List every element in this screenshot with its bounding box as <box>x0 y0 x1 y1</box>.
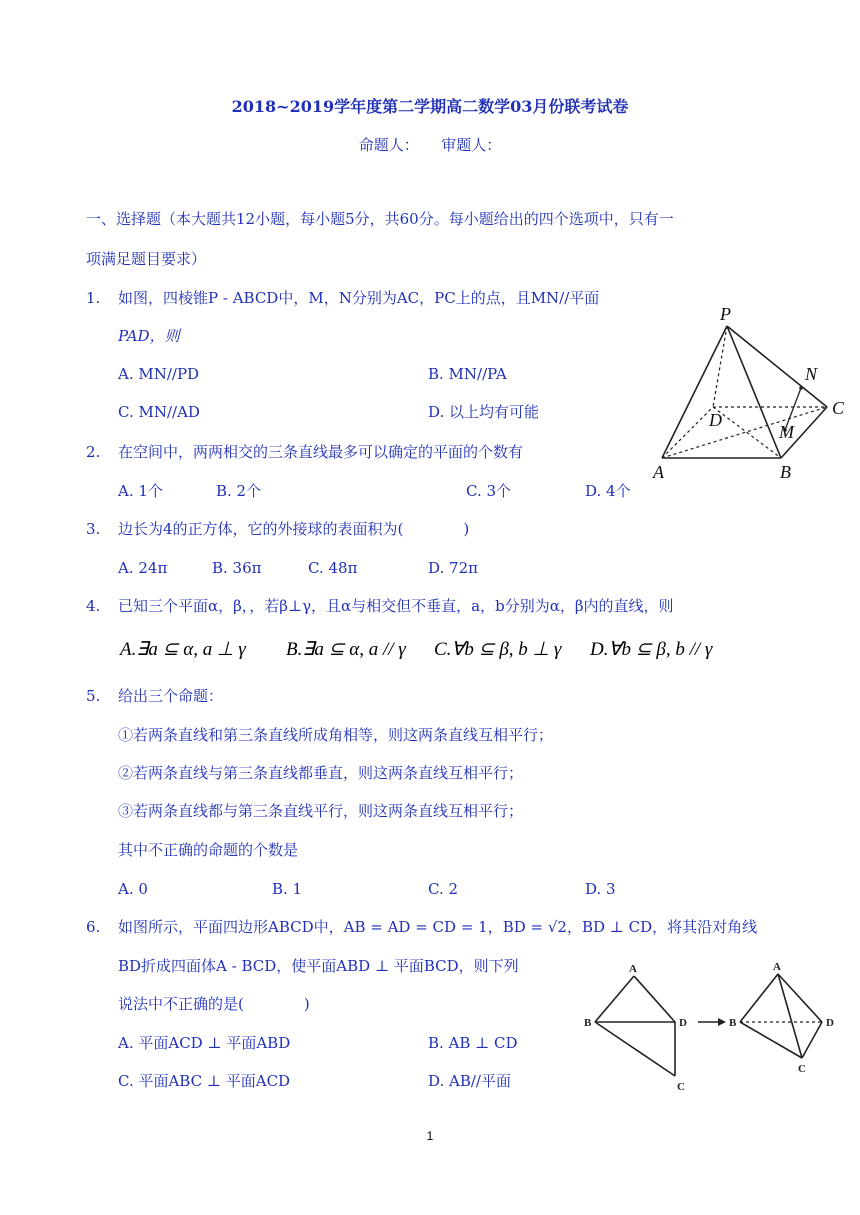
q2-option-a: A. 1个 <box>118 482 163 500</box>
label-b: B <box>780 462 791 482</box>
q5-question: 其中不正确的命题的个数是 <box>118 841 299 859</box>
page-number: 1 <box>426 1129 434 1143</box>
q3-option-c: C. 48π <box>308 559 358 577</box>
q6-number: 6. <box>86 918 101 936</box>
edge-ab-right <box>740 974 778 1022</box>
label-c-left: C <box>677 1081 685 1093</box>
pyramid-figure <box>645 300 855 485</box>
q6-option-d: D. AB//平面 <box>428 1072 511 1090</box>
q4-stem: 已知三个平面α，β，，若β⊥γ，且α与相交但不垂直，a，b分别为α，β内的直线，则 <box>118 597 674 615</box>
label-c-right: C <box>798 1063 806 1075</box>
q6-stem-line2: BD折成四面体A - BCD，使平面ABD ⊥ 平面BCD，则下列 <box>118 957 519 975</box>
q1-option-b: B. MN//PA <box>428 365 507 383</box>
section-heading-line1: 一、选择题（本大题共12小题，每小题5分，共60分。每小题给出的四个选项中，只有一 <box>86 210 674 228</box>
edge-bc-left <box>595 1022 675 1076</box>
q3-option-b: B. 36π <box>212 559 262 577</box>
q3-number: 3. <box>86 520 101 538</box>
q1-number: 1. <box>86 289 101 307</box>
q1-option-a: A. MN//PD <box>118 365 200 383</box>
page-title: 2018~2019学年度第二学期高二数学03月份联考试卷 <box>231 97 629 116</box>
label-b-left: B <box>584 1017 592 1029</box>
edge-pa <box>662 326 727 458</box>
q6-stem-line1: 如图所示，平面四边形ABCD中，AB = AD = CD = 1，BD = √2，BD ⊥ CD，将其沿对角线 <box>118 918 758 936</box>
q2-number: 2. <box>86 443 101 461</box>
point-n <box>799 386 803 390</box>
q3-stem: 边长为4的正方体，它的外接球的表面积为( ) <box>118 520 470 538</box>
label-d: D <box>709 410 722 430</box>
label-c: C <box>832 398 845 418</box>
q4-option-d: D.∀b ⊆ β, b // γ <box>590 639 713 660</box>
q6-stem-line3: 说法中不正确的是( ) <box>118 995 310 1013</box>
q4-number: 4. <box>86 597 101 615</box>
label-a-right: A <box>773 961 781 973</box>
q5-proposition-2: ②若两条直线与第三条直线都垂直，则这两条直线互相平行； <box>118 764 524 782</box>
q5-number: 5. <box>86 687 101 705</box>
q2-option-c: C. 3个 <box>466 482 512 500</box>
q5-stem: 给出三个命题： <box>118 687 224 705</box>
q6-option-a: A. 平面ACD ⊥ 平面ABD <box>118 1034 291 1052</box>
edge-pd <box>713 326 727 407</box>
q5-option-a: A. 0 <box>118 880 148 898</box>
label-n: N <box>805 364 818 384</box>
q4-option-a: A.∃a ⊆ α, a ⊥ γ <box>120 639 246 660</box>
label-m: M <box>779 422 794 442</box>
label-d-right: D <box>826 1017 834 1029</box>
q2-stem: 在空间中，两两相交的三条直线最多可以确定的平面的个数有 <box>118 443 524 461</box>
section-heading-line2: 项满足题目要求） <box>86 250 207 268</box>
edge-ab-left <box>595 976 634 1022</box>
q1-stem-line1: 如图，四棱锥P - ABCD中，M，N分别为AC，PC上的点，且MN//平面 <box>118 289 600 307</box>
arrow-head <box>718 1018 726 1026</box>
q4-option-c: C.∀b ⊆ β, b ⊥ γ <box>434 639 562 660</box>
q5-option-d: D. 3 <box>585 880 616 898</box>
q1-option-c: C. MN//AD <box>118 403 200 421</box>
q1-stem-line2: PAD，则 <box>118 327 180 345</box>
q6-option-c: C. 平面ABC ⊥ 平面ACD <box>118 1072 291 1090</box>
label-a-left: A <box>629 963 637 975</box>
authors-line: 命题人： 审题人： <box>358 136 502 154</box>
q2-option-d: D. 4个 <box>585 482 631 500</box>
label-d-left: D <box>679 1017 687 1029</box>
diag-ac <box>662 407 827 458</box>
edge-ad-left <box>634 976 675 1022</box>
q5-proposition-3: ③若两条直线都与第三条直线平行，则这两条直线互相平行； <box>118 802 524 820</box>
label-b-right: B <box>729 1017 737 1029</box>
q5-option-c: C. 2 <box>428 880 459 898</box>
q3-option-d: D. 72π <box>428 559 478 577</box>
q1-option-d: D. 以上均有可能 <box>428 403 540 421</box>
q5-option-b: B. 1 <box>272 880 303 898</box>
label-p: P <box>720 304 731 324</box>
edge-pb <box>727 326 781 458</box>
q2-option-b: B. 2个 <box>216 482 262 500</box>
label-a: A <box>653 462 664 482</box>
folding-figure <box>580 958 850 1098</box>
q3-option-a: A. 24π <box>118 559 168 577</box>
q5-proposition-1: ①若两条直线和第三条直线所成角相等，则这两条直线互相平行； <box>118 726 554 744</box>
q6-option-b: B. AB ⊥ CD <box>428 1034 518 1052</box>
q4-option-b: B.∃a ⊆ α, a // γ <box>286 639 406 660</box>
edge-dc-right <box>802 1022 822 1058</box>
